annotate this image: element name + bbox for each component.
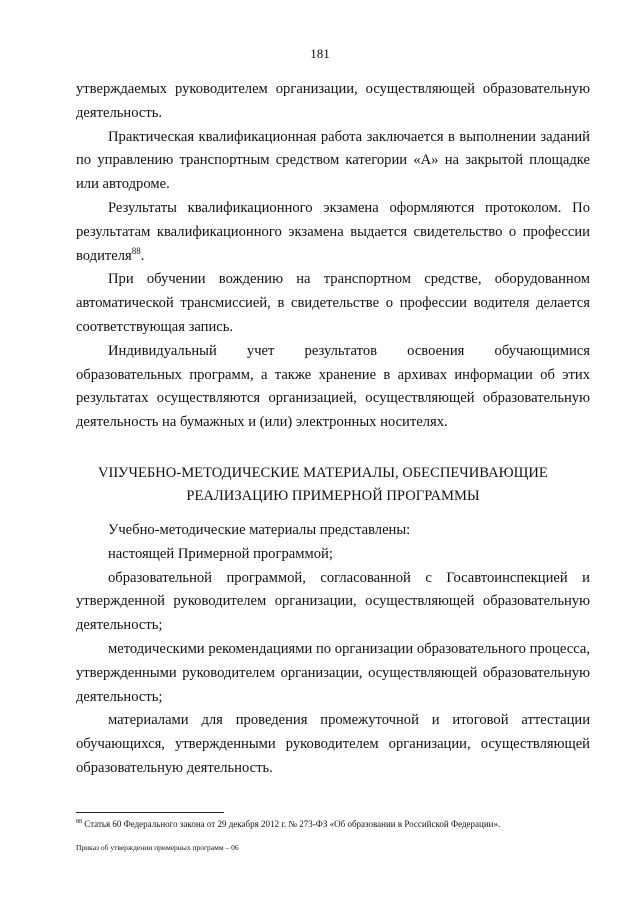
section-number: VII. bbox=[98, 465, 122, 481]
section-title-line-1: УЧЕБНО-МЕТОДИЧЕСКИЕ МАТЕРИАЛЫ, ОБЕСПЕЧИВАЮЩИЕ bbox=[118, 465, 548, 481]
paragraph: Учебно-методические материалы представлены: bbox=[108, 522, 411, 538]
paragraph: При обучении вождению на транспортном средстве, оборудованном автоматической трансмиссией, в свидетельстве о профессии водителя делается соответствующая запись. bbox=[76, 271, 590, 335]
paragraph: образовательной программой, согласованной с Госавтоинспекцией и утвержденной руководителем организации, осуществляющей образовательную деятельность; bbox=[76, 569, 590, 634]
footer-note: Приказ об утверждении примерных программ – 06 bbox=[76, 843, 239, 852]
paragraph: Практическая квалификационная работа заключается в выполнении заданий по управлению транспортным средством категории «А» на закрытой площадке или автодроме. bbox=[76, 128, 590, 193]
paragraph: методическими рекомендациями по организации образовательного процесса, утвержденными руководителем организации, осуществляющей образовательную деятельность; bbox=[76, 640, 590, 705]
footnote-reference: 88 bbox=[131, 245, 141, 256]
paragraph: утверждаемых руководителем организации, осуществляющей образовательную деятельность. bbox=[76, 81, 590, 121]
footnote-divider bbox=[76, 812, 224, 813]
footnote-number: 88 bbox=[76, 819, 82, 825]
paragraph: настоящей Примерной программой; bbox=[108, 545, 333, 562]
body-text-top bbox=[76, 78, 590, 435]
body-text-bottom bbox=[76, 519, 590, 781]
footnote bbox=[76, 818, 590, 830]
paragraph: Индивидуальный учет результатов освоения обучающимися образовательных программ, а также хранение в архивах информации об этих результатах осуществляются организацией, осуществляющей образовательную деятельность на бумажных и (или) электронных носителях. bbox=[76, 342, 590, 431]
page-number: 181 bbox=[310, 46, 330, 61]
footnote-text: Статья 60 Федерального закона от 29 декабря 2012 г. № 273-ФЗ «Об образовании в Российской Федерации». bbox=[84, 819, 501, 829]
paragraph: Результаты квалификационного экзамена оформляются протоколом. По результатам квалификационного экзамена выдается свидетельство о профессии водителя$^{88}$. bbox=[76, 199, 590, 264]
section-title-line-2: РЕАЛИЗАЦИЮ ПРИМЕРНОЙ ПРОГРАММЫ bbox=[186, 488, 480, 504]
section-heading bbox=[76, 462, 590, 508]
paragraph: материалами для проведения промежуточной и итоговой аттестации обучающихся, утвержденными руководителем организации, осуществляющей образовательную деятельность. bbox=[76, 712, 590, 776]
